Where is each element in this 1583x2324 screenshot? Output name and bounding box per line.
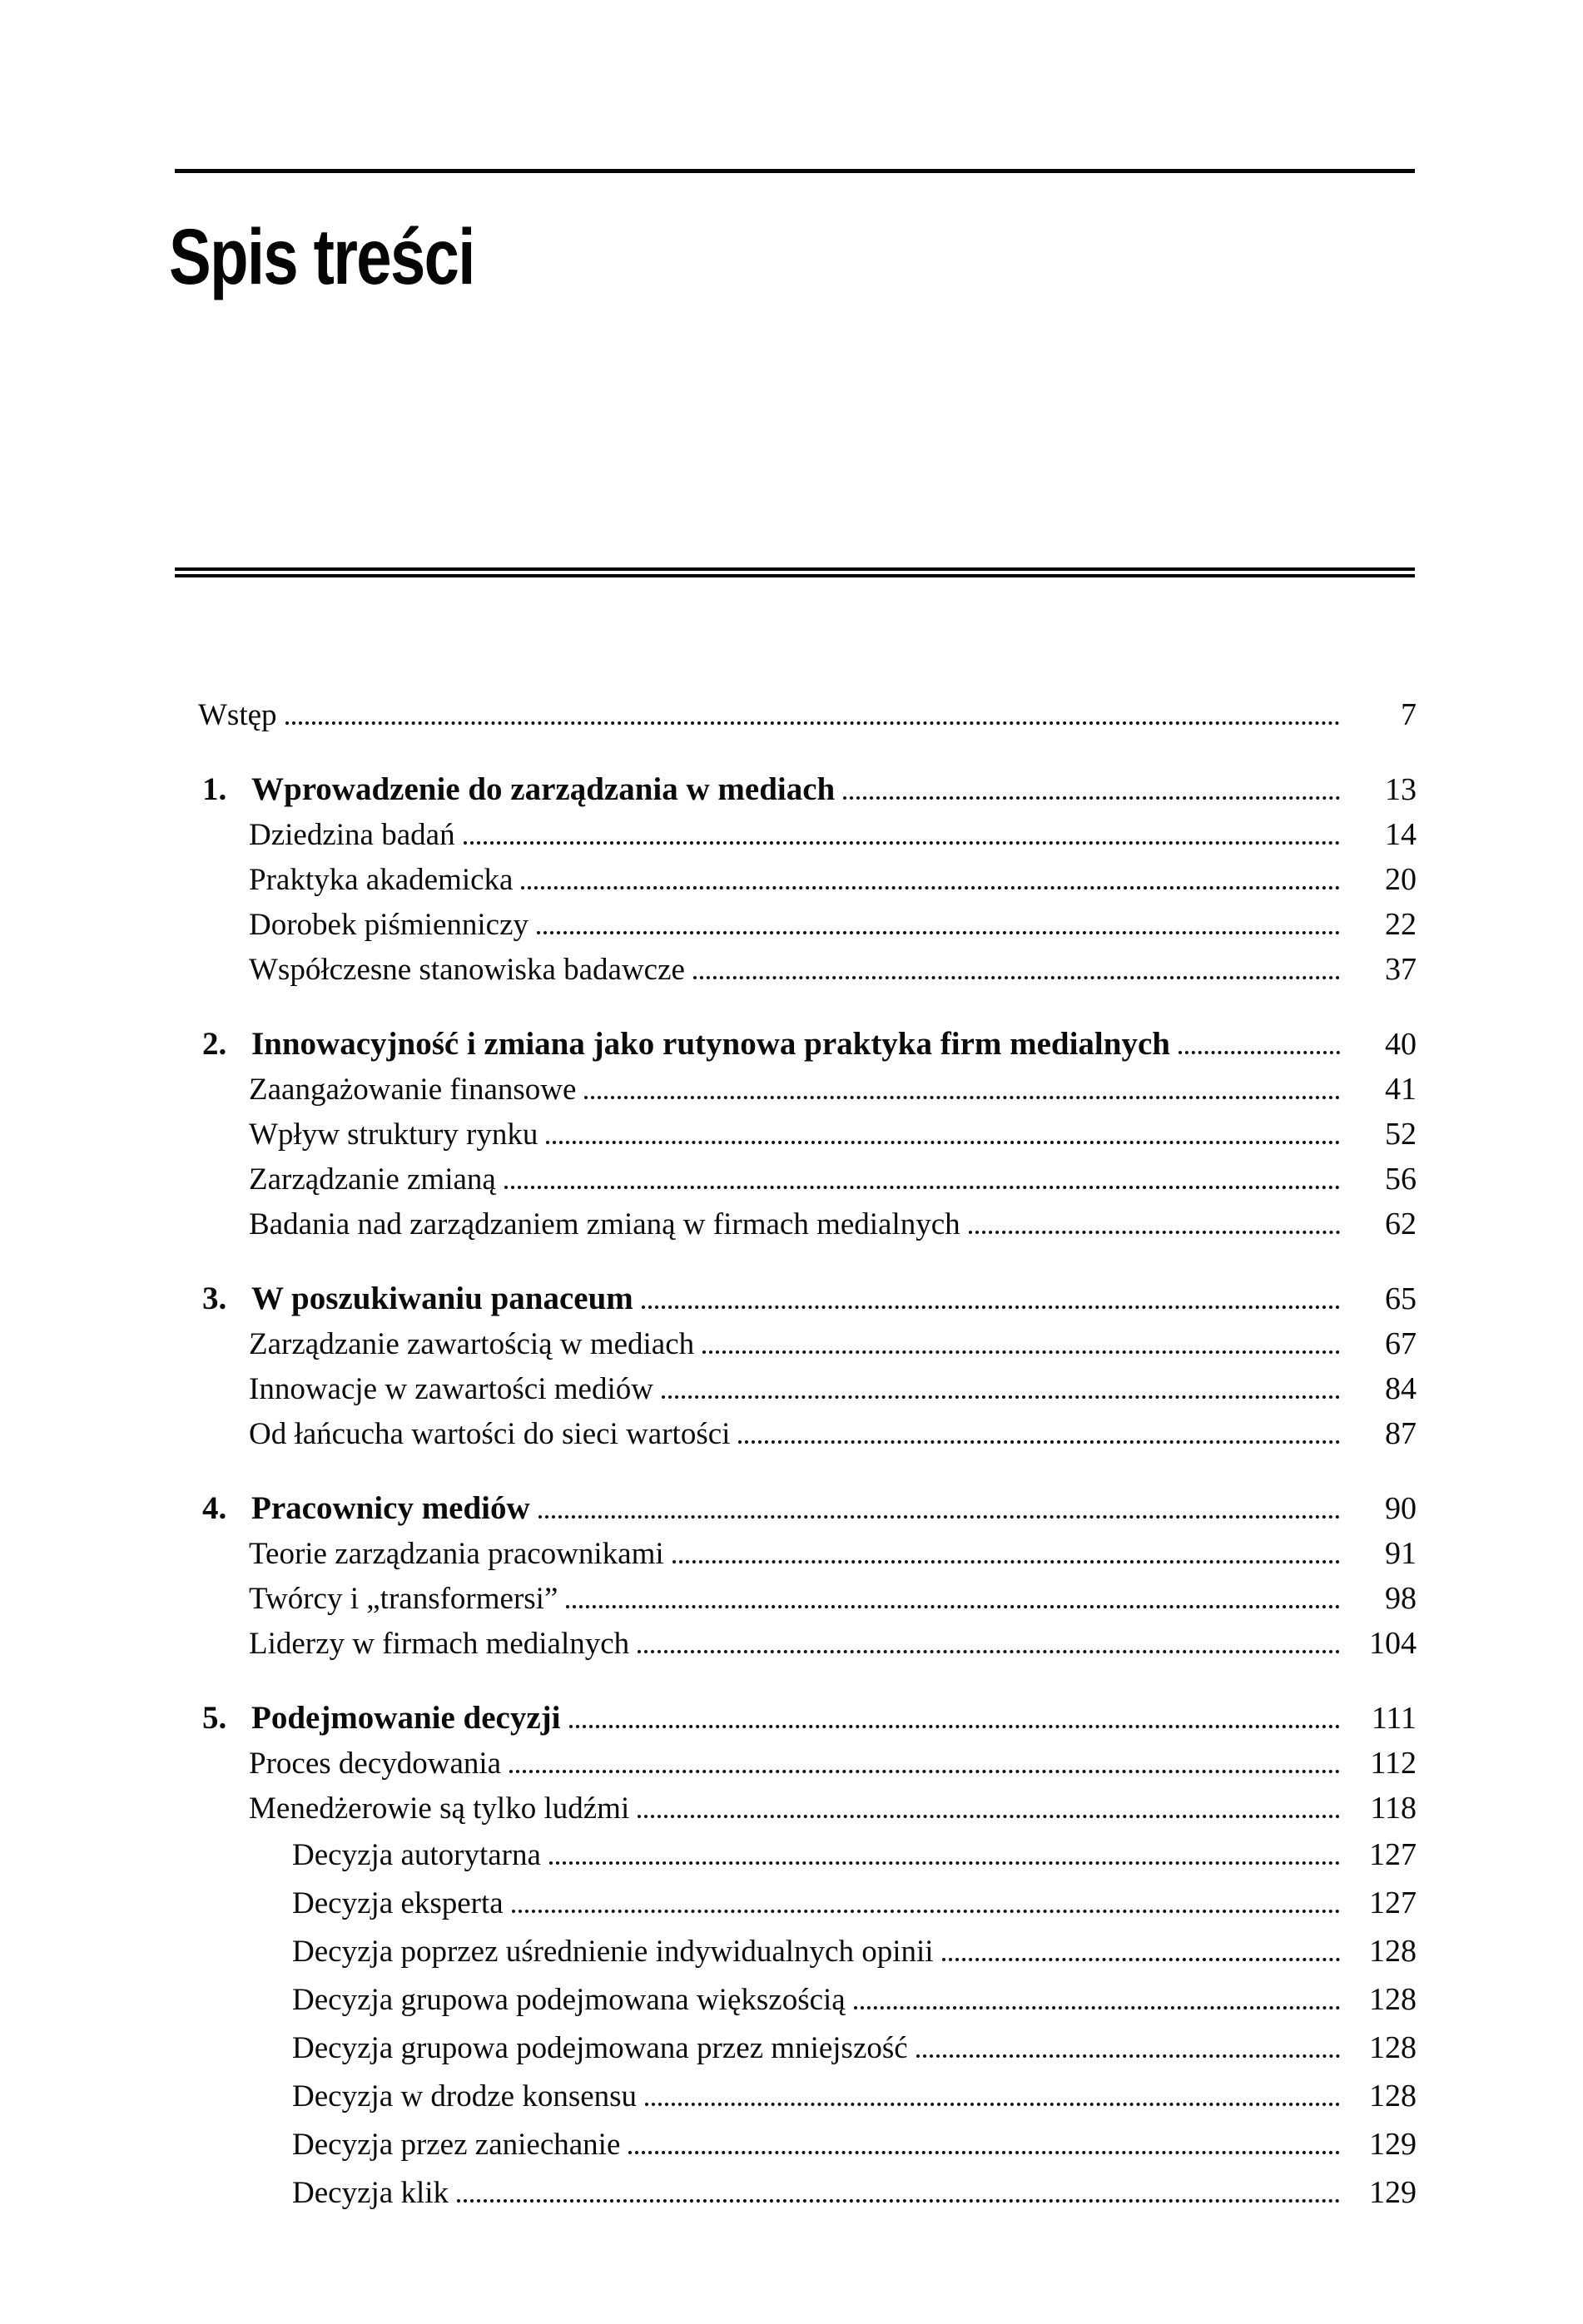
toc-row (198, 1067, 1417, 1112)
page-number: 104 (1369, 1626, 1417, 1661)
page-number: 40 (1385, 1027, 1417, 1062)
page-number: 62 (1385, 1207, 1417, 1241)
toc-row (198, 1879, 1417, 1927)
toc-entry-label: Teorie zarządzania pracownikami (249, 1537, 664, 1571)
toc-row (198, 1202, 1417, 1246)
dot-leader (702, 1350, 1340, 1354)
dot-leader (645, 2103, 1340, 2106)
toc-entry-label: Decyzja poprzez uśrednienie indywidualnych opinii (292, 1935, 934, 1969)
toc-row (198, 1576, 1417, 1621)
toc-entry-label: Od łańcucha wartości do sieci wartości (249, 1417, 731, 1451)
dot-leader (942, 1958, 1340, 1961)
chapter-number: 3. (202, 1281, 227, 1316)
page-number: 41 (1385, 1072, 1417, 1107)
toc-row (198, 1112, 1417, 1157)
dot-leader (538, 1515, 1340, 1519)
dot-leader (457, 2199, 1340, 2203)
dot-leader (916, 2054, 1340, 2058)
page-number: 128 (1369, 1934, 1417, 1969)
page-number: 90 (1385, 1491, 1417, 1526)
page-number: 22 (1385, 907, 1417, 942)
page-number: 98 (1385, 1581, 1417, 1616)
dot-leader (584, 1096, 1340, 1099)
page-number: 129 (1369, 2175, 1417, 2210)
toc-entry-label: Pracownicy mediów (251, 1490, 530, 1526)
chapter-number: 2. (202, 1026, 227, 1062)
dot-leader (464, 841, 1340, 845)
dot-leader (843, 796, 1340, 800)
page-number: 128 (1369, 2030, 1417, 2065)
toc-row (198, 812, 1417, 857)
toc-row (198, 1975, 1417, 2024)
toc-row (198, 857, 1417, 902)
toc-row (198, 1157, 1417, 1202)
toc-row (198, 2168, 1417, 2217)
chapter-number: 1. (202, 771, 227, 807)
page-number: 87 (1385, 1416, 1417, 1451)
page-number: 84 (1385, 1371, 1417, 1406)
dot-leader (512, 1910, 1340, 1913)
dot-leader (549, 1861, 1340, 1865)
toc-entry-label: Wpływ struktury rynku (249, 1117, 538, 1152)
dot-leader (504, 1186, 1340, 1189)
page-number: 91 (1385, 1536, 1417, 1571)
double-rule (175, 567, 1415, 577)
dot-leader (546, 1141, 1340, 1144)
page-number: 127 (1369, 1885, 1417, 1920)
page-number: 7 (1401, 697, 1417, 732)
dot-leader (521, 886, 1340, 889)
dot-leader (1179, 1051, 1340, 1054)
dot-leader (566, 1605, 1340, 1608)
page-number: 129 (1369, 2127, 1417, 2162)
toc-row (198, 692, 1417, 737)
toc-entry-label: Decyzja eksperta (292, 1886, 504, 1920)
toc-entry-label: Decyzja klik (292, 2176, 449, 2210)
toc-entry-label: Współczesne stanowiska badawcze (249, 953, 685, 987)
table-of-contents (198, 692, 1417, 2217)
page-number: 128 (1369, 2079, 1417, 2113)
page-number: 128 (1369, 1982, 1417, 2017)
toc-row (198, 902, 1417, 947)
dot-leader (662, 1395, 1340, 1399)
toc-row (198, 1531, 1417, 1576)
page-number: 56 (1385, 1162, 1417, 1197)
toc-row (198, 1927, 1417, 1975)
dot-leader (569, 1725, 1341, 1728)
dot-leader (854, 2006, 1340, 2009)
dot-leader (969, 1231, 1340, 1234)
toc-entry-label: Podejmowanie decyzji (251, 1700, 561, 1736)
toc-row (198, 2024, 1417, 2072)
toc-row (198, 767, 1417, 812)
toc-entry-label: Badania nad zarządzaniem zmianą w firmach medialnych (249, 1207, 960, 1241)
dot-leader (642, 1306, 1340, 1309)
toc-entry-label: Decyzja przez zaniechanie (292, 2128, 621, 2162)
dot-leader (638, 1650, 1340, 1653)
page-number: 65 (1385, 1281, 1417, 1316)
toc-row (198, 2072, 1417, 2120)
toc-row (198, 1741, 1417, 1786)
toc-entry-label: Decyzja w drodze konsensu (292, 2079, 638, 2113)
toc-entry-label: Decyzja grupowa podejmowana przez mniejszość (292, 2031, 908, 2065)
toc-entry-label: Dziedzina badań (249, 818, 455, 852)
page-number: 127 (1369, 1837, 1417, 1872)
dot-leader (537, 931, 1340, 934)
page-number: 112 (1370, 1746, 1417, 1781)
dot-leader (638, 1815, 1340, 1818)
dot-leader (738, 1440, 1340, 1444)
toc-entry-label: Zarządzanie zmianą (249, 1162, 496, 1197)
header-rule (175, 169, 1415, 173)
toc-entry-label: Innowacyjność i zmiana jako rutynowa praktyka firm medialnych (251, 1026, 1170, 1062)
page-number: 20 (1385, 862, 1417, 897)
chapter-number: 4. (202, 1490, 227, 1526)
page-number: 14 (1385, 817, 1417, 852)
page-title: Spis treści (169, 213, 474, 301)
toc-entry-label: Menedżerowie są tylko ludźmi (249, 1791, 630, 1826)
page-number: 13 (1385, 772, 1417, 807)
toc-entry-label: Innowacje w zawartości mediów (249, 1372, 653, 1406)
toc-entry-label: Praktyka akademicka (249, 863, 514, 897)
toc-row (198, 1366, 1417, 1411)
toc-row (198, 947, 1417, 992)
toc-entry-label: Wprowadzenie do zarządzania w mediach (251, 771, 836, 807)
toc-row (198, 1321, 1417, 1366)
toc-entry-label: Proces decydowania (249, 1747, 502, 1781)
chapter-number: 5. (202, 1700, 227, 1736)
toc-row (198, 1486, 1417, 1531)
toc-row (198, 1411, 1417, 1456)
toc-row (198, 1696, 1417, 1741)
page-number: 37 (1385, 952, 1417, 987)
toc-entry-label: Liderzy w firmach medialnych (249, 1627, 630, 1661)
toc-entry-label: Zaangażowanie finansowe (249, 1073, 577, 1107)
dot-leader (693, 976, 1340, 979)
toc-entry-label: Decyzja grupowa podejmowana większością (292, 1983, 846, 2017)
toc-row (198, 1621, 1417, 1666)
dot-leader (672, 1560, 1340, 1563)
toc-entry-label: W poszukiwaniu panaceum (251, 1281, 633, 1316)
toc-entry-label: Dorobek piśmienniczy (249, 908, 528, 942)
page-number: 111 (1371, 1701, 1417, 1736)
toc-row (198, 2120, 1417, 2168)
dot-leader (628, 2151, 1340, 2154)
page-number: 52 (1385, 1117, 1417, 1152)
dot-leader (285, 721, 1340, 725)
toc-entry-label: Decyzja autorytarna (292, 1838, 541, 1872)
toc-entry-label: Twórcy i „transformersi” (249, 1582, 558, 1616)
toc-row (198, 1276, 1417, 1321)
page-number: 118 (1370, 1791, 1417, 1826)
toc-row (198, 1022, 1417, 1067)
toc-row (198, 1786, 1417, 1831)
dot-leader (509, 1770, 1340, 1773)
toc-entry-label: Zarządzanie zawartością w mediach (249, 1327, 695, 1361)
toc-row (198, 1831, 1417, 1879)
page-number: 67 (1385, 1326, 1417, 1361)
toc-entry-label: Wstęp (198, 698, 277, 732)
